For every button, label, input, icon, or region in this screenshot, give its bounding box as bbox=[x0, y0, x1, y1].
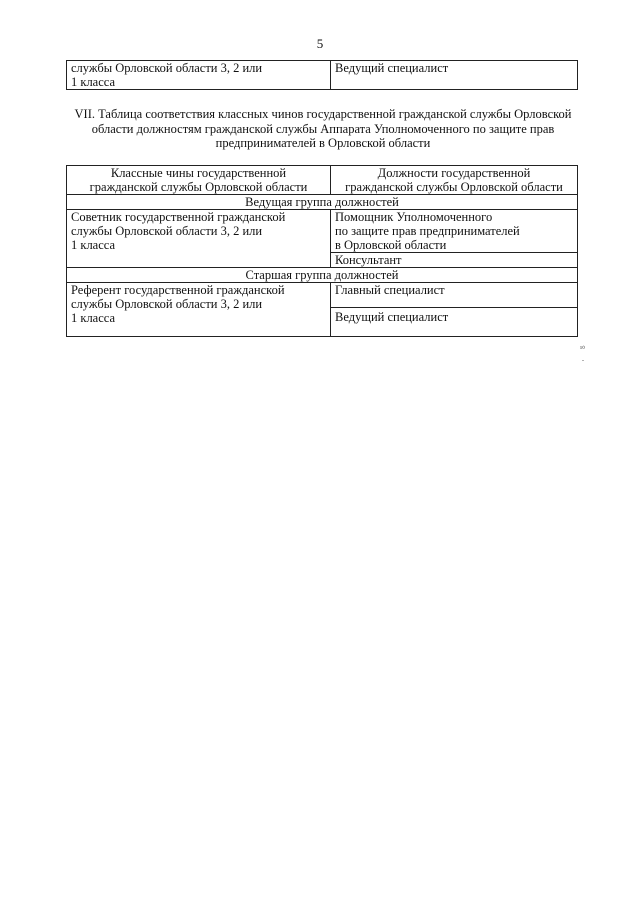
table-header-row bbox=[67, 166, 578, 195]
rank-cell: службы Орловской области 3, 2 или 1 класса bbox=[67, 61, 331, 90]
group-row bbox=[67, 195, 578, 210]
group-row bbox=[67, 268, 578, 283]
position-cell: Помощник Уполномоченного по защите прав предпринимателей в Орловской области bbox=[331, 210, 578, 253]
table-row bbox=[67, 210, 578, 253]
position-cell: Ведущий специалист bbox=[331, 61, 578, 90]
margin-mark: ¹⁰ bbox=[580, 345, 585, 353]
table-row bbox=[67, 283, 578, 308]
group-title-leading: Ведущая группа должностей bbox=[67, 195, 578, 210]
margin-dot: . bbox=[582, 354, 584, 363]
group-title-senior: Старшая группа должностей bbox=[67, 268, 578, 283]
rank-cell: Референт государственной гражданской службы Орловской области 3, 2 или 1 класса bbox=[67, 283, 331, 337]
column-header-ranks: Классные чины государственной гражданской службы Орловской области bbox=[67, 166, 331, 195]
column-header-positions: Должности государственной гражданской службы Орловской области bbox=[331, 166, 578, 195]
page-number: 5 bbox=[316, 36, 324, 51]
correspondence-table bbox=[66, 165, 578, 337]
table-row bbox=[67, 61, 578, 90]
position-cell: Ведущий специалист bbox=[331, 308, 578, 337]
continued-table bbox=[66, 60, 578, 90]
position-cell: Главный специалист bbox=[331, 283, 578, 308]
position-cell: Консультант bbox=[331, 253, 578, 268]
section-heading: VII. Таблица соответствия классных чинов государственной гражданской службы Орловской области должностям гражданской службы Аппарата Уполномоченного по защите прав предпринимателей в Орловской области bbox=[74, 107, 572, 150]
rank-cell: Советник государственной гражданской службы Орловской области 3, 2 или 1 класса bbox=[67, 210, 331, 268]
